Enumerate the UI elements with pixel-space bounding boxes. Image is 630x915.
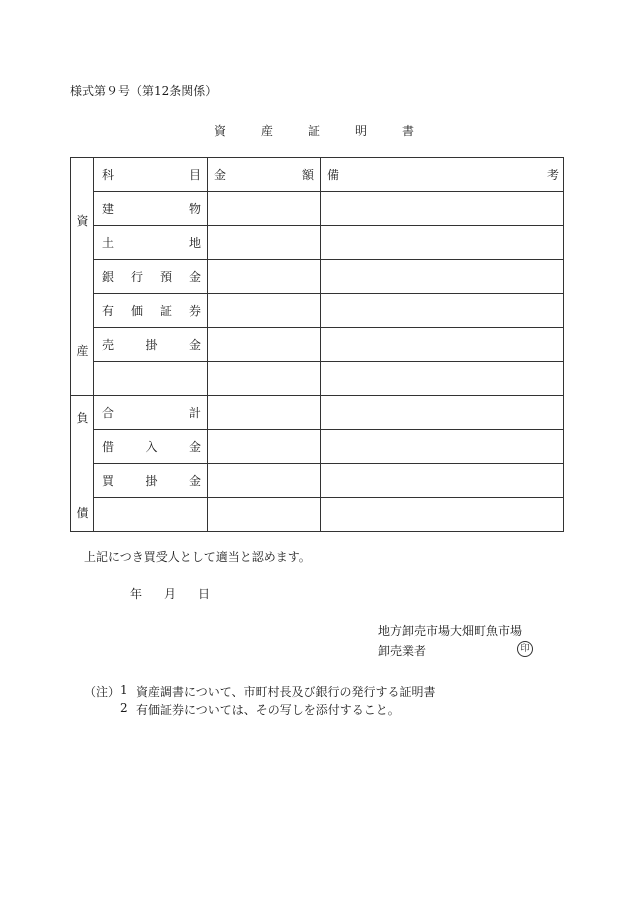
date-char: 月 bbox=[163, 587, 176, 601]
header-char: 金 bbox=[214, 168, 227, 182]
table-header-row bbox=[71, 158, 564, 192]
item-char: 売 bbox=[102, 338, 115, 352]
seal-icon: 印 bbox=[517, 641, 533, 657]
item-cell bbox=[94, 328, 208, 362]
item-char: 行 bbox=[130, 270, 143, 284]
table-row bbox=[71, 294, 564, 328]
note-number: 1 bbox=[120, 683, 128, 697]
table-row bbox=[71, 328, 564, 362]
item-char: 物 bbox=[188, 202, 201, 216]
amount-cell[interactable] bbox=[208, 464, 321, 498]
item-char: 券 bbox=[188, 304, 201, 318]
certification-text: 上記につき買受人として適当と認めます。 bbox=[84, 550, 311, 564]
amount-cell[interactable] bbox=[208, 396, 321, 430]
asset-certificate-table bbox=[70, 157, 564, 532]
date-char: 年 bbox=[130, 587, 143, 601]
note-cell[interactable] bbox=[321, 294, 564, 328]
item-char: 価 bbox=[130, 304, 143, 318]
side-char: 債 bbox=[76, 506, 89, 520]
item-cell bbox=[94, 226, 208, 260]
item-cell bbox=[94, 430, 208, 464]
table-row bbox=[71, 226, 564, 260]
side-label-asset bbox=[71, 158, 94, 396]
item-char: 有 bbox=[102, 304, 115, 318]
side-label-liability bbox=[71, 396, 94, 532]
title-char: 資 bbox=[214, 124, 227, 138]
title-char: 産 bbox=[260, 124, 273, 138]
table-row bbox=[71, 430, 564, 464]
item-char: 計 bbox=[188, 406, 201, 420]
item-char: 金 bbox=[188, 270, 201, 284]
item-char: 入 bbox=[145, 440, 158, 454]
table-row bbox=[71, 498, 564, 532]
note-cell[interactable] bbox=[321, 226, 564, 260]
header-char: 目 bbox=[188, 168, 201, 182]
item-cell bbox=[94, 260, 208, 294]
item-char: 掛 bbox=[145, 474, 158, 488]
table-row bbox=[71, 362, 564, 396]
item-cell[interactable] bbox=[94, 498, 208, 532]
item-cell bbox=[94, 396, 208, 430]
item-char: 金 bbox=[188, 440, 201, 454]
item-cell bbox=[94, 192, 208, 226]
notes-mark: （注） bbox=[84, 685, 121, 699]
item-char: 建 bbox=[102, 202, 115, 216]
dealer-label: 卸売業者 bbox=[378, 644, 427, 658]
market-name: 地方卸売市場大畑町魚市場 bbox=[378, 624, 523, 638]
item-char: 金 bbox=[188, 474, 201, 488]
side-char: 資 bbox=[76, 214, 89, 228]
amount-cell[interactable] bbox=[208, 362, 321, 396]
header-amount bbox=[208, 158, 321, 192]
item-char: 預 bbox=[159, 270, 172, 284]
title-char: 明 bbox=[354, 124, 367, 138]
note-cell[interactable] bbox=[321, 362, 564, 396]
item-char: 証 bbox=[159, 304, 172, 318]
side-char: 産 bbox=[76, 344, 89, 358]
document-title bbox=[214, 122, 414, 139]
header-char: 額 bbox=[301, 168, 314, 182]
item-char: 掛 bbox=[145, 338, 158, 352]
note-cell[interactable] bbox=[321, 396, 564, 430]
table-row bbox=[71, 464, 564, 498]
note-cell[interactable] bbox=[321, 260, 564, 294]
item-char: 金 bbox=[188, 338, 201, 352]
header-item bbox=[94, 158, 208, 192]
date-char: 日 bbox=[197, 587, 210, 601]
title-char: 書 bbox=[401, 124, 414, 138]
side-char: 負 bbox=[76, 411, 89, 425]
amount-cell[interactable] bbox=[208, 328, 321, 362]
note-text: 資産調書について、市町村長及び銀行の発行する証明書 bbox=[136, 685, 436, 699]
header-char: 科 bbox=[102, 168, 115, 182]
item-cell bbox=[94, 464, 208, 498]
amount-cell[interactable] bbox=[208, 226, 321, 260]
item-cell[interactable] bbox=[94, 362, 208, 396]
date-line bbox=[130, 585, 210, 602]
note-cell[interactable] bbox=[321, 328, 564, 362]
header-char: 備 bbox=[327, 168, 340, 182]
note-cell[interactable] bbox=[321, 430, 564, 464]
table-row bbox=[71, 260, 564, 294]
note-number: 2 bbox=[120, 701, 128, 715]
item-char: 合 bbox=[102, 406, 115, 420]
amount-cell[interactable] bbox=[208, 430, 321, 464]
item-char: 土 bbox=[102, 236, 115, 250]
amount-cell[interactable] bbox=[208, 498, 321, 532]
header-note bbox=[321, 158, 564, 192]
note-cell[interactable] bbox=[321, 192, 564, 226]
amount-cell[interactable] bbox=[208, 294, 321, 328]
amount-cell[interactable] bbox=[208, 260, 321, 294]
item-char: 買 bbox=[102, 474, 115, 488]
note-cell[interactable] bbox=[321, 498, 564, 532]
item-cell bbox=[94, 294, 208, 328]
item-char: 銀 bbox=[102, 270, 115, 284]
amount-cell[interactable] bbox=[208, 192, 321, 226]
note-cell[interactable] bbox=[321, 464, 564, 498]
title-char: 証 bbox=[307, 124, 320, 138]
note-text: 有価証券については、その写しを添付すること。 bbox=[136, 703, 400, 717]
table-row bbox=[71, 192, 564, 226]
table-row bbox=[71, 396, 564, 430]
item-char: 地 bbox=[188, 236, 201, 250]
form-number: 様式第９号（第12条関係） bbox=[70, 84, 218, 98]
header-char: 考 bbox=[546, 168, 559, 182]
item-char: 借 bbox=[102, 440, 115, 454]
